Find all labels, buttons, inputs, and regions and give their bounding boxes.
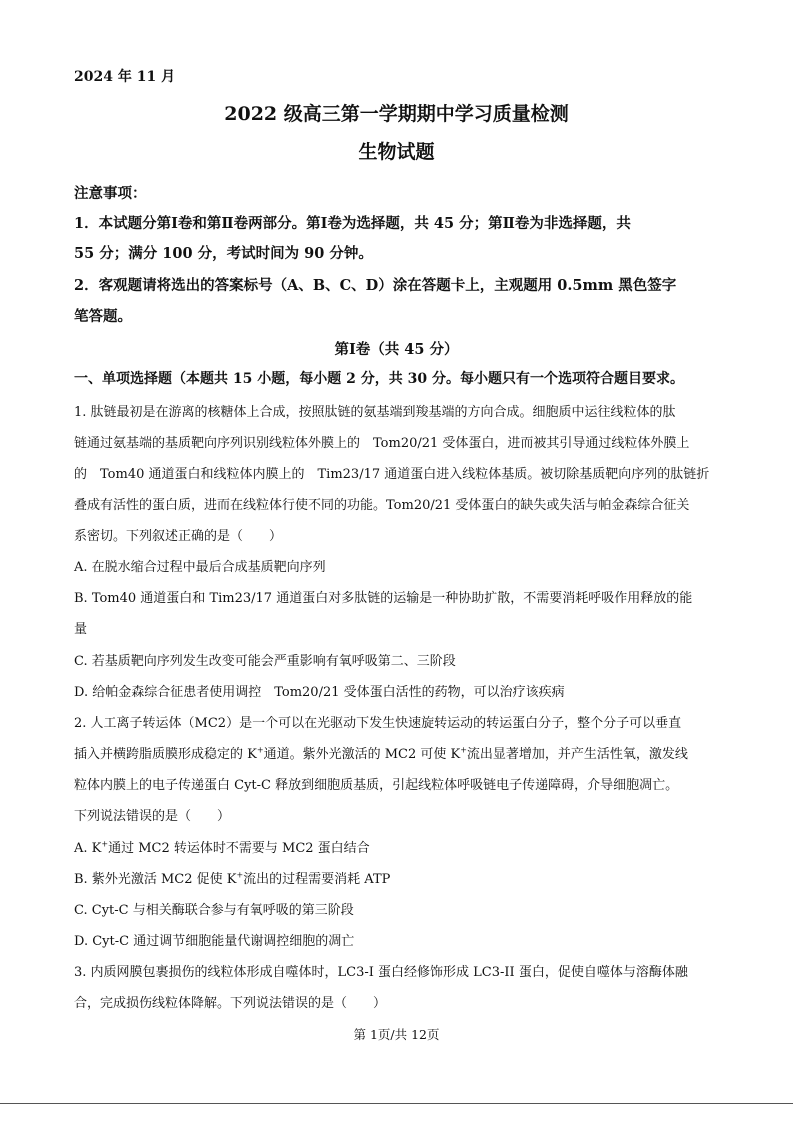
q1-line-2: 链通过氨基端的基质靶向序列识别线粒体外膜上的 Tom20/21 受体蛋白，进而被其引导通过线粒体外膜上 xyxy=(74,436,690,451)
part-one-title: 第Ⅰ卷（共 45 分） xyxy=(334,341,459,358)
q2-line-3: 粒体内膜上的电子传递蛋白 Cyt-C 释放到细胞质基质，引起线粒体呼吸链电子传递障碍，介导细胞凋亡。 xyxy=(74,778,679,793)
q1-option-c: C. 若基质靶向序列发生改变可能会严重影响有氧呼吸第二、三阶段 xyxy=(74,654,456,669)
notes-item-1-line-1: 1．本试题分第Ⅰ卷和第Ⅱ卷两部分。第Ⅰ卷为选择题，共 45 分；第Ⅱ卷为非选择题，共 xyxy=(74,215,631,232)
notes-item-2-line-2: 笔答题。 xyxy=(74,308,132,325)
section-heading: 一、单项选择题（本题共 15 小题，每小题 2 分，共 30 分。每小题只有一个选项符合题目要求。 xyxy=(74,371,684,387)
exam-title: 2022 级高三第一学期期中学习质量检测 xyxy=(224,103,569,125)
notes-item-1-line-2: 55 分；满分 100 分，考试时间为 90 分钟。 xyxy=(74,245,373,262)
q1-line-3: 的 Tom40 通道蛋白和线粒体内膜上的 Tim23/17 通道蛋白进入线粒体基质。被切除基质靶向序列的肽链折 xyxy=(74,467,710,482)
q3-line-1: 3. 内质网膜包裹损伤的线粒体形成自噬体时，LC3-I 蛋白经修饰形成 LC3-II 蛋白，促使自噬体与溶酶体融 xyxy=(74,965,688,980)
q1-line-4: 叠成有活性的蛋白质，进而在线粒体行使不同的功能。Tom20/21 受体蛋白的缺失或失活与帕金森综合征关 xyxy=(74,498,690,513)
superscript-plus: + xyxy=(460,745,467,755)
superscript-plus: + xyxy=(101,839,109,849)
notes-heading: 注意事项： xyxy=(74,185,147,202)
q2-option-c: C. Cyt-C 与相关酶联合参与有氧呼吸的第三阶段 xyxy=(74,903,354,918)
q2-option-b: B. 紫外光激活 MC2 促使 K+流出的过程需要消耗 ATP xyxy=(74,870,391,887)
q2-option-d: D. Cyt-C 通过调节细胞能量代谢调控细胞的凋亡 xyxy=(74,934,355,949)
page-number: 第 1页/共 12页 xyxy=(353,1027,440,1042)
superscript-plus: + xyxy=(236,870,244,880)
q2-option-a: A. K+通过 MC2 转运体时不需要与 MC2 蛋白结合 xyxy=(74,839,370,856)
q1-option-a: A. 在脱水缩合过程中最后合成基质靶向序列 xyxy=(74,560,326,575)
superscript-plus: + xyxy=(256,745,264,755)
notes-item-2-line-1: 2．客观题请将选出的答案标号（A、B、C、D）涂在答题卡上，主观题用 0.5mm 黑色签字 xyxy=(74,277,677,294)
q1-line-1: 1. 肽链最初是在游离的核糖体上合成，按照肽链的氨基端到羧基端的方向合成。细胞质中运往线粒体的肽 xyxy=(74,405,676,420)
bottom-divider xyxy=(0,1103,793,1104)
q1-option-b-line-1: B. Tom40 通道蛋白和 Tim23/17 通道蛋白对多肽链的运输是一种协助扩散，不需要消耗呼吸作用释放的能 xyxy=(74,591,693,606)
subject-title: 生物试题 xyxy=(358,141,435,163)
q1-option-b-line-2: 量 xyxy=(74,622,88,637)
q2-line-4: 下列说法错误的是（ ） xyxy=(74,809,231,824)
q1-line-5: 系密切。下列叙述正确的是（ ） xyxy=(74,529,283,544)
exam-date: 2024 年 11 月 xyxy=(74,69,176,85)
q3-line-2: 合，完成损伤线粒体降解。下列说法错误的是（ ） xyxy=(74,996,387,1011)
q1-option-d: D. 给帕金森综合征患者使用调控 Tom20/21 受体蛋白活性的药物，可以治疗该疾病 xyxy=(74,685,565,700)
q2-line-1: 2. 人工离子转运体（MC2）是一个可以在光驱动下发生快速旋转运动的转运蛋白分子，整个分子可以垂直 xyxy=(74,716,682,731)
q2-line-2: 插入并横跨脂质膜形成稳定的 K+通道。紫外光激活的 MC2 可使 K+流出显著增加，并产生活性氧，激发线 xyxy=(74,745,688,762)
